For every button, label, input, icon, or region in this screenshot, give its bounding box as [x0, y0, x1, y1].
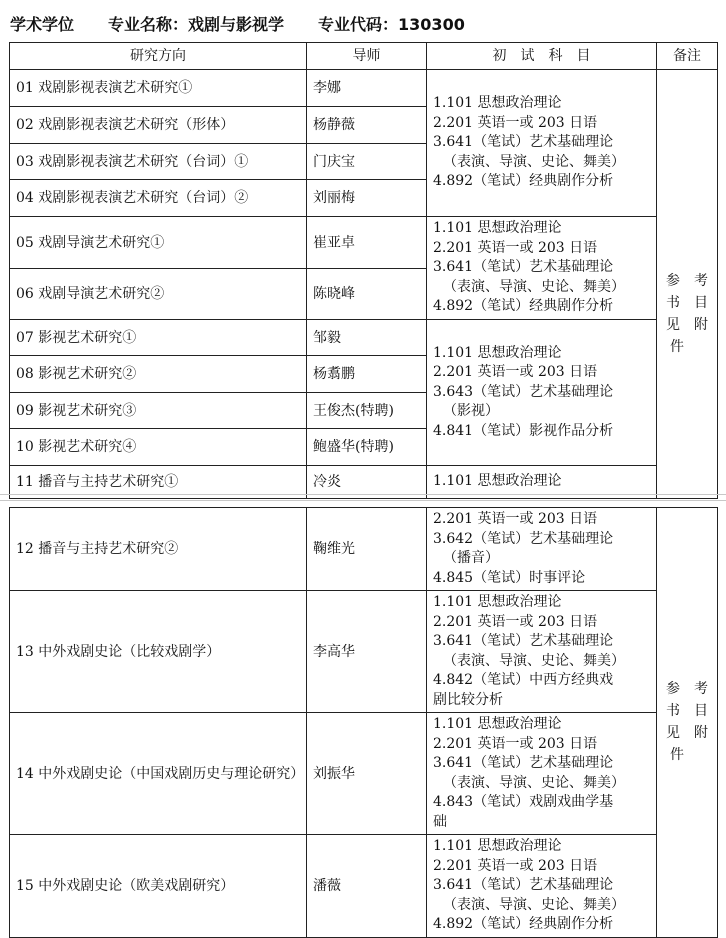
subject-line: 1.101 思想政治理论 [433, 344, 562, 361]
column-header-direction: 研究方向 [10, 43, 307, 70]
subject-line: 3.641（笔试）艺术基础理论 [433, 877, 614, 893]
subjects-cell-a [427, 70, 657, 217]
direction-cell: 01 戏剧影视表演艺术研究① [10, 70, 307, 107]
advisor-cell: 潘薇 [307, 835, 427, 938]
direction-cell: 04 戏剧影视表演艺术研究（台词）② [10, 180, 307, 217]
subject-line: 2.201 英语一或 203 日语 [433, 735, 598, 752]
column-header-advisor: 导师 [307, 43, 427, 70]
advisor-cell: 李娜 [307, 70, 427, 107]
subject-line: 1.101 思想政治理论 [433, 95, 562, 112]
advisor-cell: 杨静薇 [307, 107, 427, 144]
subject-line: （表演、导演、史论、舞美） [443, 774, 625, 791]
direction-cell: 12 播音与主持艺术研究② [10, 508, 307, 591]
remarks-cell-2 [657, 508, 718, 938]
subject-line: 2.201 英语一或 203 日语 [433, 114, 598, 131]
direction-cell: 14 中外戏剧史论（中国戏剧历史与理论研究） [10, 713, 307, 835]
direction-cell: 10 影视艺术研究④ [10, 429, 307, 466]
subject-line: （表演、导演、史论、舞美） [443, 652, 625, 669]
column-header-remarks: 备注 [657, 43, 718, 70]
subjects-cell-h [427, 835, 657, 938]
advisor-cell: 刘振华 [307, 713, 427, 835]
subject-line: （表演、导演、史论、舞美） [443, 153, 625, 170]
page-break-line [0, 500, 726, 501]
remarks-line: 件 [670, 339, 684, 355]
direction-cell: 03 戏剧影视表演艺术研究（台词）① [10, 144, 307, 180]
admissions-table-part2 [9, 507, 718, 938]
subject-line: 1.101 思想政治理论 [433, 716, 562, 732]
remarks-line: 参 考 [666, 681, 708, 698]
subject-line: 2.201 英语一或 203 日语 [433, 857, 598, 874]
direction-cell: 13 中外戏剧史论（比较戏剧学） [10, 591, 307, 713]
advisor-cell: 鲍盛华(特聘) [307, 429, 427, 466]
subjects-cell-c [427, 320, 657, 466]
advisor-cell: 邹毅 [307, 320, 427, 356]
subject-line: 3.642（笔试）艺术基础理论 [433, 530, 614, 547]
major-name: 专业名称：戏剧与影视学 [108, 14, 285, 34]
subject-line: 2.201 英语一或 203 日语 [433, 613, 598, 630]
subject-line: 2.201 英语一或 203 日语 [433, 239, 598, 256]
subject-line: 4.892（笔试）经典剧作分析 [433, 916, 614, 932]
direction-cell: 08 影视艺术研究② [10, 356, 307, 393]
remarks-line: 书 目 [666, 703, 708, 720]
table-header-row [10, 43, 718, 70]
remarks-line: 参 考 [666, 273, 708, 289]
subject-line: 4.845（笔试）时事评论 [433, 569, 586, 586]
subject-line: 1.101 思想政治理论 [433, 594, 562, 610]
advisor-cell: 崔亚卓 [307, 217, 427, 269]
direction-cell: 07 影视艺术研究① [10, 320, 307, 356]
subject-line: 4.892（笔试）经典剧作分析 [433, 173, 614, 190]
subject-line: 3.643（笔试）艺术基础理论 [433, 383, 614, 400]
direction-cell: 05 戏剧导演艺术研究① [10, 217, 307, 269]
subject-line: 3.641（笔试）艺术基础理论 [433, 755, 614, 771]
advisor-cell: 冷炎 [307, 466, 427, 499]
subject-line: 4.892（笔试）经典剧作分析 [433, 298, 614, 315]
subject-line: 础 [433, 813, 447, 830]
major-code: 专业代码：130300 [318, 14, 465, 34]
advisor-cell: 门庆宝 [307, 144, 427, 180]
subject-line: 3.641（笔试）艺术基础理论 [433, 259, 614, 276]
subjects-cell-g [427, 713, 657, 835]
remarks-line: 见 附 [666, 725, 708, 742]
subject-line: 3.641（笔试）艺术基础理论 [433, 134, 614, 151]
degree-type: 学术学位 [10, 14, 75, 34]
remarks-cell [657, 70, 718, 499]
subject-line: （播音） [443, 550, 499, 566]
subjects-cell-b [427, 217, 657, 320]
table-row [10, 713, 718, 835]
page-header [10, 10, 716, 36]
table-row [10, 320, 718, 356]
table-row [10, 70, 718, 107]
remarks-line: 见 附 [666, 317, 708, 333]
subject-line: 剧比较分析 [433, 691, 503, 708]
subject-line: 4.842（笔试）中西方经典戏 [433, 672, 614, 688]
advisor-cell: 陈晓峰 [307, 269, 427, 320]
subject-line: 1.101 思想政治理论 [433, 473, 562, 490]
table-row [10, 508, 718, 591]
page-break-line [0, 494, 726, 495]
subjects-cell-f [427, 591, 657, 713]
advisor-cell: 李高华 [307, 591, 427, 713]
subject-line: （影视） [443, 403, 499, 420]
subjects-cell-e [427, 508, 657, 591]
subject-line: 3.641（笔试）艺术基础理论 [433, 633, 614, 649]
subject-line: 2.201 英语一或 203 日语 [433, 364, 598, 381]
subject-line: 1.101 思想政治理论 [433, 838, 562, 854]
subject-line: 1.101 思想政治理论 [433, 220, 562, 237]
remarks-line: 件 [670, 747, 684, 764]
column-header-subjects: 初 试 科 目 [427, 43, 657, 70]
subject-line: （表演、导演、史论、舞美） [443, 278, 625, 295]
advisor-cell: 鞠维光 [307, 508, 427, 591]
admissions-table-part1 [9, 42, 718, 499]
subject-line: 2.201 英语一或 203 日语 [433, 511, 598, 527]
direction-cell: 06 戏剧导演艺术研究② [10, 269, 307, 320]
advisor-cell: 刘丽梅 [307, 180, 427, 217]
advisor-cell: 杨翥鹏 [307, 356, 427, 393]
subject-line: 4.841（笔试）影视作品分析 [433, 422, 614, 439]
table-row [10, 217, 718, 269]
table-row [10, 835, 718, 938]
direction-cell: 02 戏剧影视表演艺术研究（形体） [10, 107, 307, 144]
subject-line: （表演、导演、史论、舞美） [443, 896, 625, 913]
direction-cell: 11 播音与主持艺术研究① [10, 466, 307, 499]
direction-cell: 09 影视艺术研究③ [10, 393, 307, 429]
advisor-cell: 王俊杰(特聘) [307, 393, 427, 429]
table-row [10, 591, 718, 713]
direction-cell: 15 中外戏剧史论（欧美戏剧研究） [10, 835, 307, 938]
subject-line: 4.843（笔试）戏剧戏曲学基 [433, 794, 614, 810]
remarks-line: 书 目 [666, 295, 708, 311]
